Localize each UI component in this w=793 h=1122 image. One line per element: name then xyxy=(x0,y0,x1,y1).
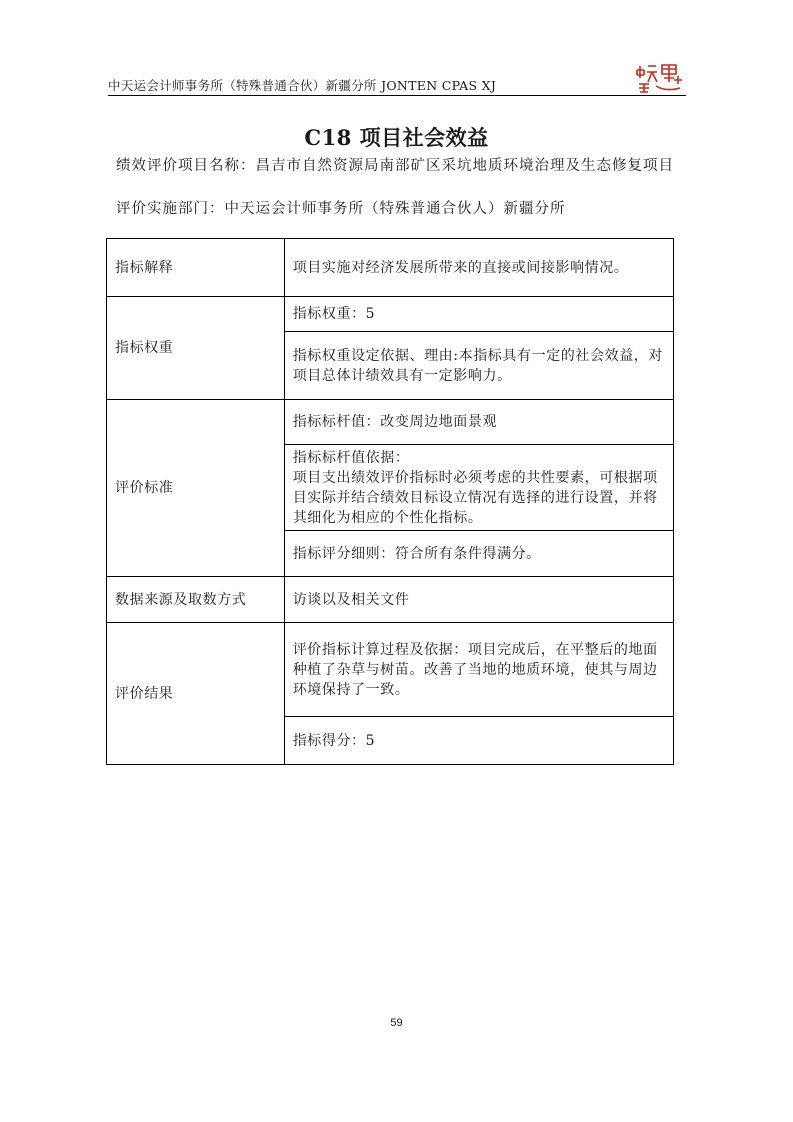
firm-logo xyxy=(636,62,686,94)
table-row xyxy=(107,297,674,332)
project-name-line: 绩效评价项目名称：昌吉市自然资源局南部矿区采坑地质环境治理及生态修复项目 xyxy=(116,158,674,174)
row-cell: 指标权重：5 xyxy=(284,297,673,332)
table-row xyxy=(107,400,674,445)
page-title: C18 项目社会效益 xyxy=(304,125,489,150)
row-label: 指标权重 xyxy=(107,297,285,400)
page-number: 59 xyxy=(390,1017,403,1029)
row-label: 评价标准 xyxy=(107,400,285,577)
page-header: 中天运会计师事务所（特殊普通合伙）新疆分所 JONTEN CPAS XJ xyxy=(108,78,497,93)
row-cell: 指标得分：5 xyxy=(284,717,673,765)
evaluation-dept-line: 评价实施部门：中天运会计师事务所（特殊普通合伙人）新疆分所 xyxy=(116,201,566,217)
row-label: 数据来源及取数方式 xyxy=(107,577,285,623)
row-label: 指标解释 xyxy=(107,239,285,297)
row-cell: 访谈以及相关文件 xyxy=(284,577,673,623)
row-cell: 项目实施对经济发展所带来的直接或间接影响情况。 xyxy=(284,239,673,297)
header-rule xyxy=(108,95,686,96)
cell-line: 项目支出绩效评价指标时必须考虑的共性要素，可根据项目实际并结合绩效目标设立情况有选择的进行设置，并将其细化为相应的个性化指标。 xyxy=(292,469,658,526)
row-cell xyxy=(284,445,673,531)
row-label: 评价结果 xyxy=(107,623,285,765)
table-row xyxy=(107,239,674,297)
indicator-table xyxy=(106,238,674,765)
row-cell: 指标评分细则：符合所有条件得满分。 xyxy=(284,531,673,577)
row-cell: 指标标杆值：改变周边地面景观 xyxy=(284,400,673,445)
row-cell: 评价指标计算过程及依据：项目完成后，在平整后的地面种植了杂草与树苗。改善了当地的地质环境，使其与周边环境保持了一致。 xyxy=(284,623,673,717)
row-cell: 指标权重设定依据、理由:本指标具有一定的社会效益，对项目总体计绩效具有一定影响力。 xyxy=(284,332,673,400)
table-row xyxy=(107,577,674,623)
table-row xyxy=(107,623,674,717)
cell-line: 指标标杆值依据： xyxy=(292,449,410,466)
